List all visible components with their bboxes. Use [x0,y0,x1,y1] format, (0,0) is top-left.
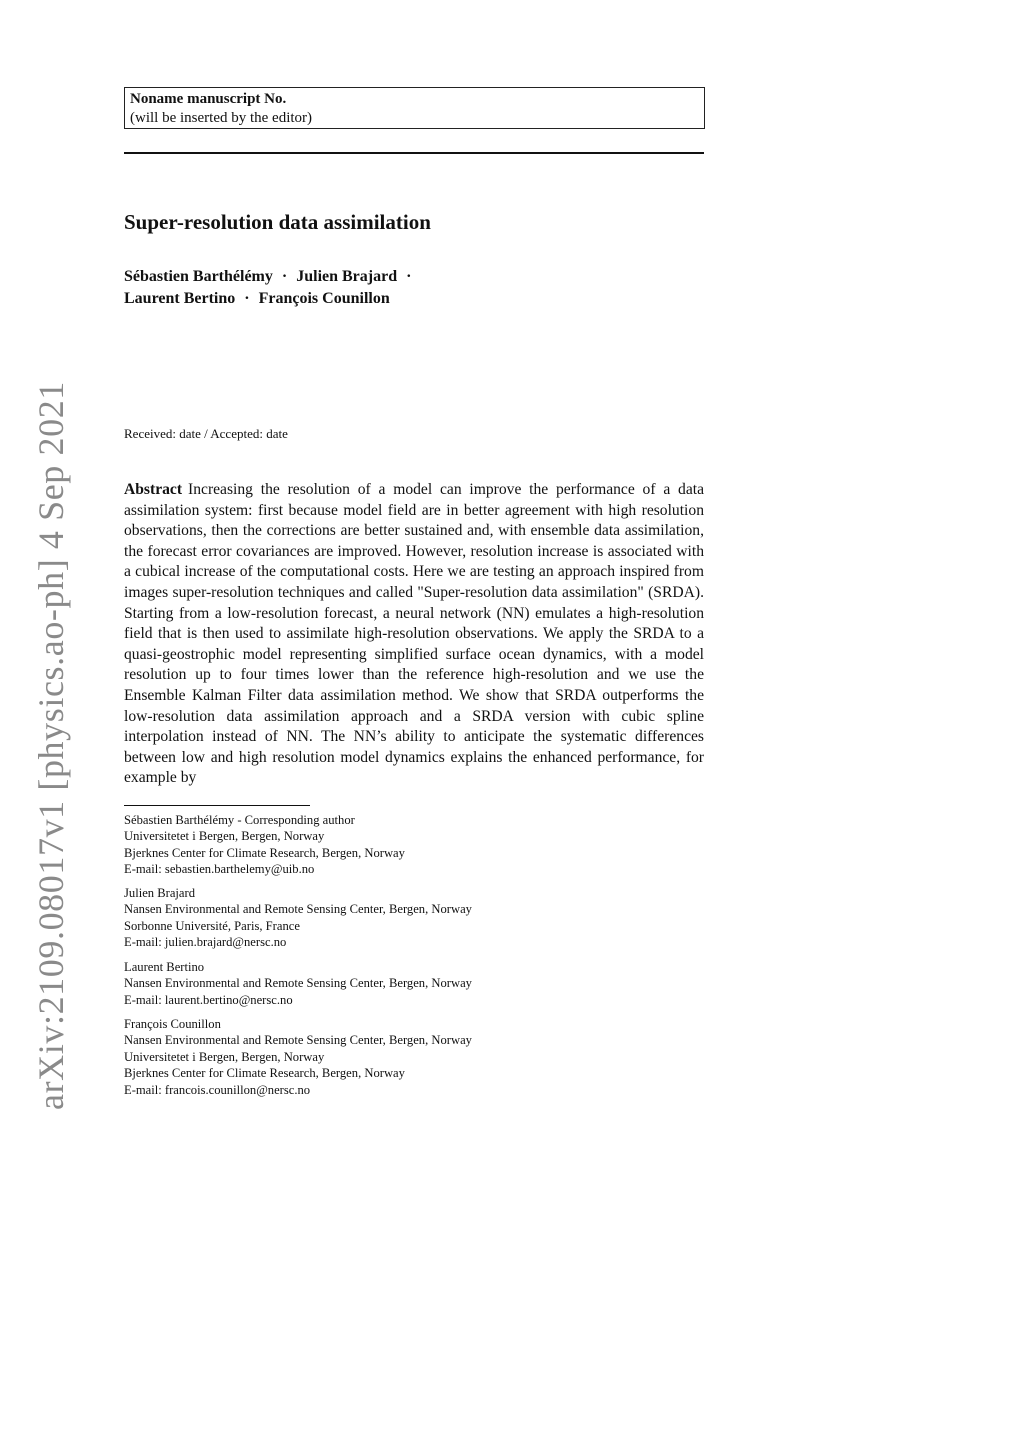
author-name: François Counillon [258,290,390,307]
affiliation-block [124,885,472,951]
affiliation-name: François Counillon [124,1017,221,1031]
affiliation-name: Sébastien Barthélémy - Corresponding author [124,813,355,827]
author-separator: · [406,268,412,285]
affiliation-name: Julien Brajard [124,886,195,900]
footnote-rule [124,805,310,806]
affiliation-line: Nansen Environmental and Remote Sensing Center, Bergen, Norway [124,902,472,917]
affiliation-line: Universitetet i Bergen, Bergen, Norway [124,829,325,844]
paper-title: Super-resolution data assimilation [124,210,431,234]
affiliation-line: Bjerknes Center for Climate Research, Bergen, Norway [124,1066,405,1081]
author-name: Laurent Bertino [124,290,236,307]
affiliation-email[interactable]: E-mail: julien.brajard@nersc.no [124,935,287,950]
affiliation-email[interactable]: E-mail: sebastien.barthelemy@uib.no [124,862,315,877]
author-separator: · [244,290,250,307]
author-list [124,266,420,310]
affiliation-block [124,812,405,878]
manuscript-note: (will be inserted by the editor) [130,110,313,126]
affiliation-block [124,959,472,1008]
affiliation-name: Laurent Bertino [124,960,205,974]
header-rule [124,152,704,154]
abstract [124,480,704,789]
affiliation-line: Sorbonne Université, Paris, France [124,918,300,933]
manuscript-number: Noname manuscript No. [130,91,287,107]
author-name: Sébastien Barthélémy [124,268,273,285]
author-line-2 [124,288,420,310]
affiliation-line: Nansen Environmental and Remote Sensing Center, Bergen, Norway [124,1033,472,1048]
affiliation-line: Nansen Environmental and Remote Sensing Center, Bergen, Norway [124,976,472,991]
author-name: Julien Brajard [296,268,398,285]
affiliation-line: Universitetet i Bergen, Bergen, Norway [124,1049,325,1064]
abstract-label: Abstract [124,481,183,498]
arxiv-stamp[interactable]: arXiv:2109.08017v1 [physics.ao-ph] 4 Sep 2021 [31,381,71,1110]
author-separator: · [281,268,288,285]
affiliation-email[interactable]: E-mail: francois.counillon@nersc.no [124,1082,311,1097]
affiliation-line: Bjerknes Center for Climate Research, Bergen, Norway [124,845,405,860]
author-line-1 [124,266,420,288]
affiliation-email[interactable]: E-mail: laurent.bertino@nersc.no [124,992,293,1007]
received-dates: Received: date / Accepted: date [124,426,288,441]
manuscript-box [124,87,705,129]
abstract-text: Increasing the resolution of a model can improve the performance of a data assimilation system: first because model field are in better agreement with high resolution observations, then the corrections are better sustained and, with ensemble data assimilation, the forecast error covariances are improved. However, resolution increase is associated with a cubical increase of the computational costs. Here we are testing an approach inspired from images super-resolution techniques and called "Super-resolution data assimilation" (SRDA). Starting from a low-resolution forecast, a neural network (NN) emulates a high-resolution field that is then used to assimilate high-resolution observations. We apply the SRDA to a quasi-geostrophic model representing simplified surface ocean dynamics, with a model resolution up to four times lower than the reference high-resolution and we use the Ensemble Kalman Filter data assimilation method. We show that SRDA outperforms the low-resolution data assimilation approach and a SRDA version with cubic spline interpolation instead of NN. The NN’s ability to anticipate the systematic differences between low and high resolution model dynamics explains the enhanced performance, for example by [124,481,704,787]
affiliation-block [124,1016,472,1098]
